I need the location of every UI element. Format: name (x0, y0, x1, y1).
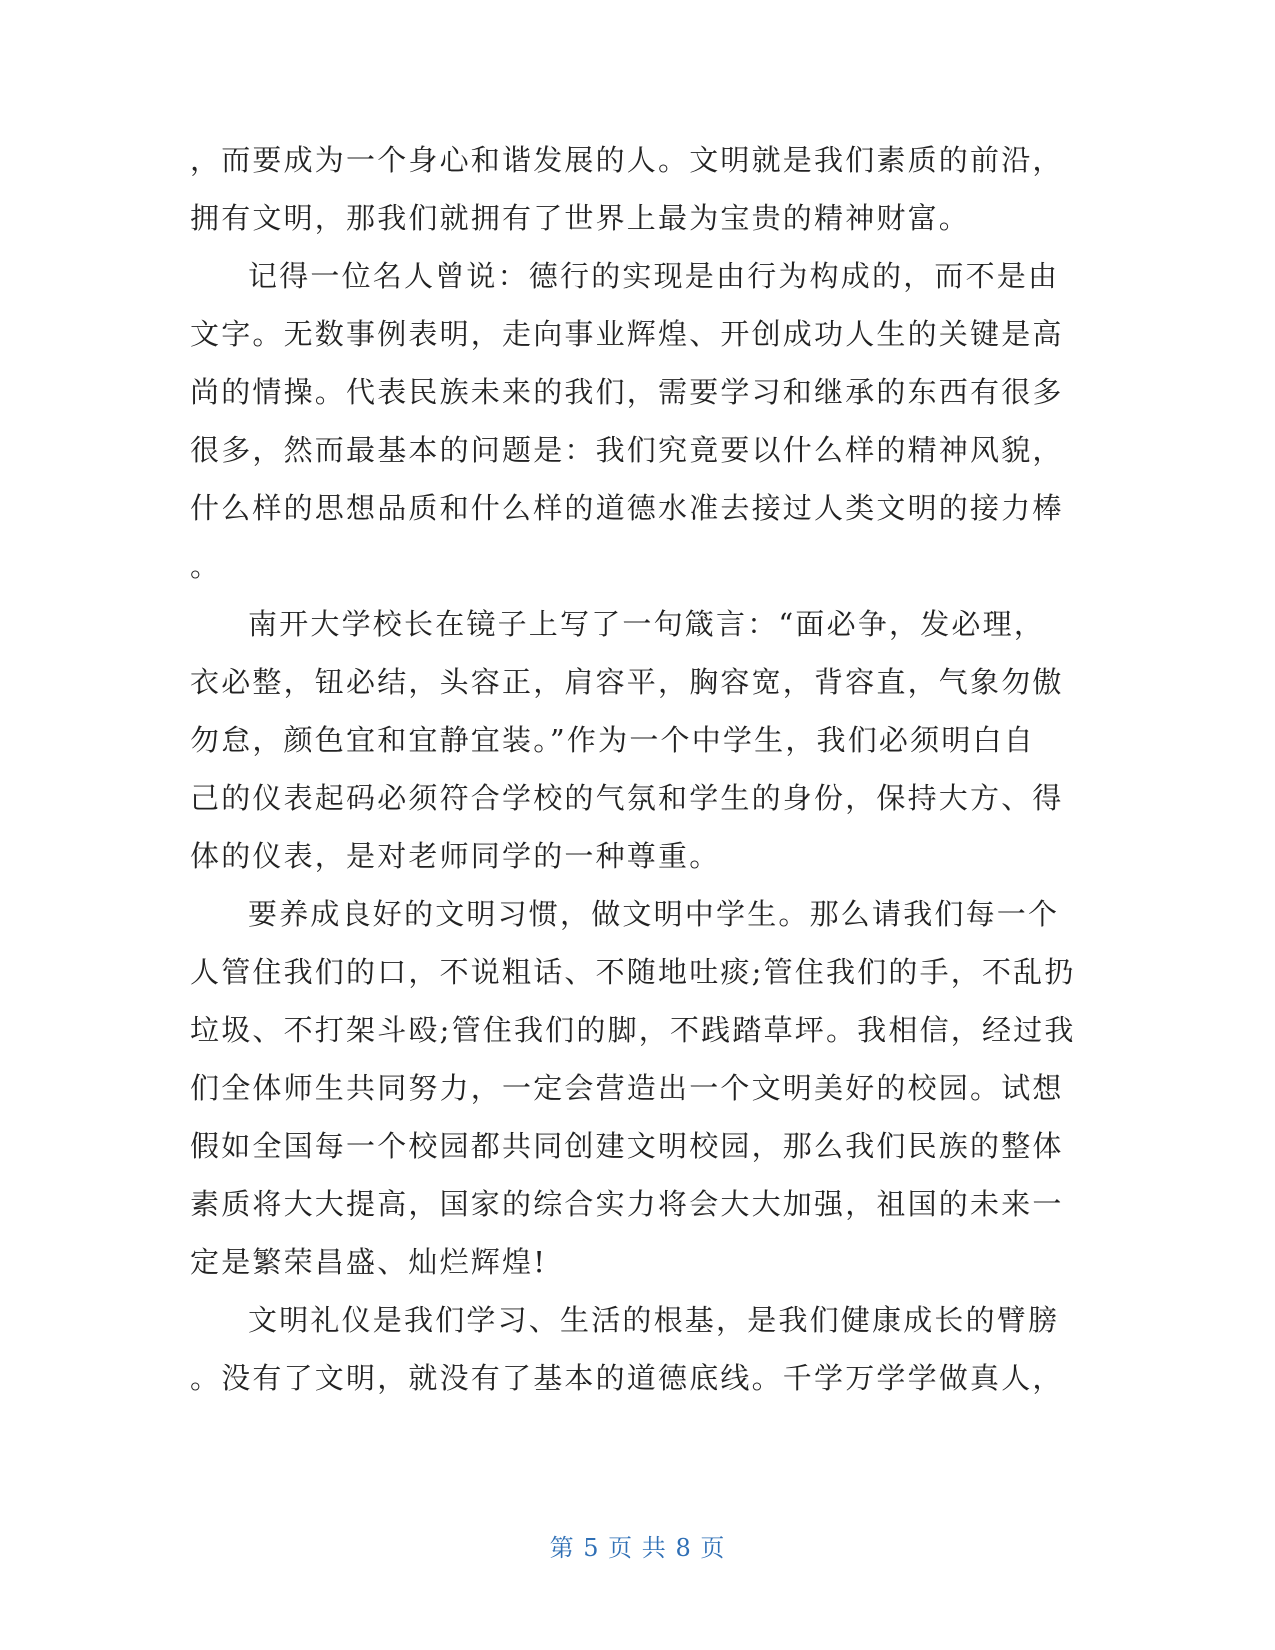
text-line: 很多，然而最基本的问题是：我们究竟要以什么样的精神风貌， (190, 433, 1064, 467)
text-line: 尚的情操。代表民族未来的我们，需要学习和继承的东西有很多 (190, 375, 1064, 409)
paragraph-start-line: 南开大学校长在镜子上写了一句箴言：“面必争，发必理， (248, 607, 1046, 641)
text-line: 拥有文明，那我们就拥有了世界上最为宝贵的精神财富。 (190, 201, 971, 235)
page-number-footer: 第 5 页 共 8 页 (549, 1534, 726, 1562)
text-line: 文字。无数事例表明，走向事业辉煌、开创成功人生的关键是高 (190, 317, 1064, 351)
text-line: 垃圾、不打架斗殴;管住我们的脚，不践踏草坪。我相信，经过我 (190, 1013, 1076, 1047)
text-line: 什么样的思想品质和什么样的道德水准去接过人类文明的接力棒 (190, 491, 1064, 525)
text-line: 假如全国每一个校园都共同创建文明校园，那么我们民族的整体 (190, 1129, 1064, 1163)
text-line: 己的仪表起码必须符合学校的气氛和学生的身份，保持大方、得 (190, 781, 1064, 815)
text-line: ，而要成为一个身心和谐发展的人。文明就是我们素质的前沿， (190, 143, 1064, 177)
text-line: 定是繁荣昌盛、灿烂辉煌! (190, 1245, 548, 1279)
text-line: 体的仪表，是对老师同学的一种尊重。 (190, 839, 721, 873)
paragraph-start-line: 记得一位名人曾说：德行的实现是由行为构成的，而不是由 (248, 259, 1060, 293)
text-line: 勿怠，颜色宜和宜静宜装。”作为一个中学生，我们必须明白自 (190, 723, 1035, 757)
text-line: 们全体师生共同努力，一定会营造出一个文明美好的校园。试想 (190, 1071, 1064, 1105)
text-line: 人管住我们的口，不说粗话、不随地吐痰;管住我们的手，不乱扔 (190, 955, 1076, 989)
text-line: 素质将大大提高，国家的综合实力将会大大加强，祖国的未来一 (190, 1187, 1064, 1221)
paragraph-start-line: 文明礼仪是我们学习、生活的根基，是我们健康成长的臂膀 (248, 1303, 1060, 1337)
text-line: 。没有了文明，就没有了基本的道德底线。千学万学学做真人， (190, 1361, 1064, 1395)
paragraph-start-line: 要养成良好的文明习惯，做文明中学生。那么请我们每一个 (248, 897, 1060, 931)
text-line: 衣必整，钮必结，头容正，肩容平，胸容宽，背容直，气象勿傲 (190, 665, 1064, 699)
text-line: 。 (190, 549, 222, 583)
